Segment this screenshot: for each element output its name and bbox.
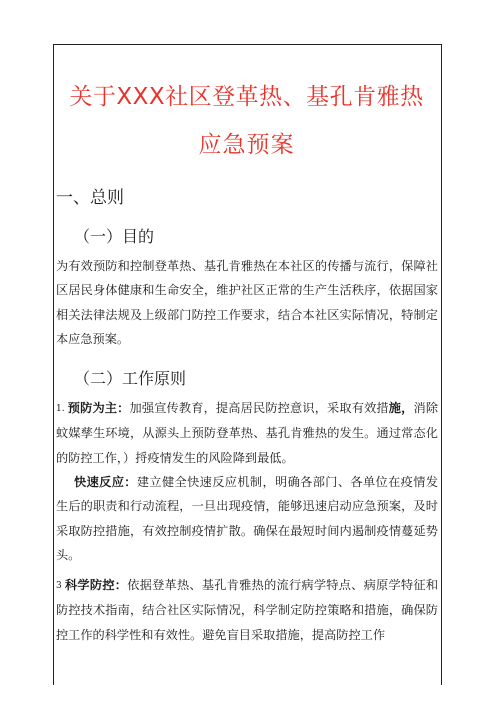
principle-text: 建立健全快速反应机制，明确各部门、各单位在疫情发生后的职责和行动流程，一旦出现疫情，能够迅速启动应急预案，及时采取防控措施，有效控制疫情扩散。确保在最短时间内遏制疫情蔓延势头。 [56, 475, 439, 562]
principle-text: 加强宣传教育，提高居民防控意识，采取有效措 [129, 401, 389, 415]
section-heading-general: 一、总则 [56, 188, 124, 208]
document-title-line-1: 关于XXX社区登革热、基孔肯雅热 [69, 84, 424, 110]
subheading-principles: （二）工作原则 [74, 369, 187, 388]
list-number: 1. [56, 404, 65, 414]
principle-label: 快速反应： [74, 475, 137, 489]
principle-text-bold: 施， [388, 401, 414, 415]
purpose-paragraph: 为有效预防和控制登革热、基孔肯雅热在本社区的传播与流行，保障社区居民身体健康和生命安全，维护社区正常的生产生活秩序，依据国家相关法律法规及上级部门防控工作要求，结合本社区实际情况，特制定本应急预案。 [56, 259, 438, 346]
list-number: 3 [56, 581, 62, 591]
principle-text-cont: 消除蚊媒孳生环境，从源头上预防登革热、基孔肯雅热的发生。通过常态化的防控工作，）捋疫情发生的风险降到最低。 [56, 401, 439, 465]
principle-quick-response [56, 470, 438, 567]
subheading-purpose: （一）目的 [74, 227, 155, 246]
principle-scientific [56, 573, 438, 647]
principle-prevention [56, 396, 438, 470]
principle-text: 依据登革热、基孔肯雅热的流行病学特点、病原学特征和防控技术指南，结合社区实际情况，科学制定防控策略和措施，确保防控工作的科学性和有效性。避免盲目采取措施，提高防控工作 [56, 578, 439, 642]
document-title-line-2: 应急预案 [198, 132, 295, 158]
principle-label: 预防为主： [67, 401, 130, 415]
principle-label: 科学防控： [64, 578, 128, 592]
